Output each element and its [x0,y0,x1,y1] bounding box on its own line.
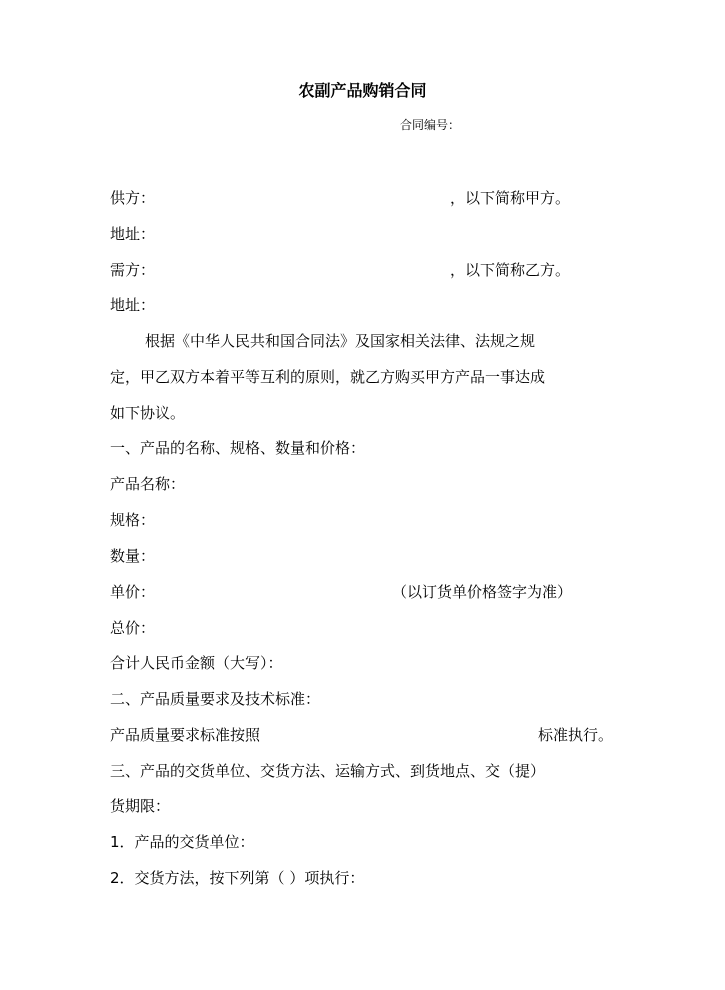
quantity-label: 数量： [110,547,156,565]
intro-paragraph-line-2: 定，甲乙双方本着平等互利的原则，就乙方购买甲方产品一事达成 [110,368,546,386]
buyer-suffix: ，以下简称乙方。 [450,261,571,279]
supplier-suffix: ，以下简称甲方。 [450,189,571,207]
section-3-heading-line-2: 货期限： [110,797,171,815]
buyer-address-label: 地址： [110,296,156,314]
document-title: 农副产品购销合同 [298,81,427,100]
contract-number-label: 合同编号： [400,118,461,132]
item-1: 1．产品的交货单位： [110,833,255,851]
unit-price-label: 单价： [110,583,156,601]
section-3-heading-line-1: 三、产品的交货单位、交货方法、运输方式、到货地点、交（提） [110,762,546,780]
supplier-label: 供方： [110,189,156,207]
item-2: 2．交货方法，按下列第（ ）项执行： [110,869,365,887]
section-2-heading: 二、产品质量要求及技术标准： [110,690,321,708]
section-1-heading: 一、产品的名称、规格、数量和价格： [110,439,366,457]
unit-price-note: （以订货单价格签字为准） [392,583,573,601]
intro-paragraph-line-3: 如下协议。 [110,404,186,422]
total-price-label: 总价： [110,619,156,637]
intro-paragraph-line-1: 根据《中华人民共和国合同法》及国家相关法律、法规之规 [145,332,536,350]
quality-standard-suffix: 标准执行。 [538,726,614,744]
supplier-address-label: 地址： [110,225,156,243]
buyer-label: 需方： [110,261,156,279]
total-rmb-label: 合计人民币金额（大写）： [110,654,283,672]
quality-standard-prefix: 产品质量要求标准按照 [110,726,261,744]
spec-label: 规格： [110,511,156,529]
product-name-label: 产品名称： [110,475,186,493]
